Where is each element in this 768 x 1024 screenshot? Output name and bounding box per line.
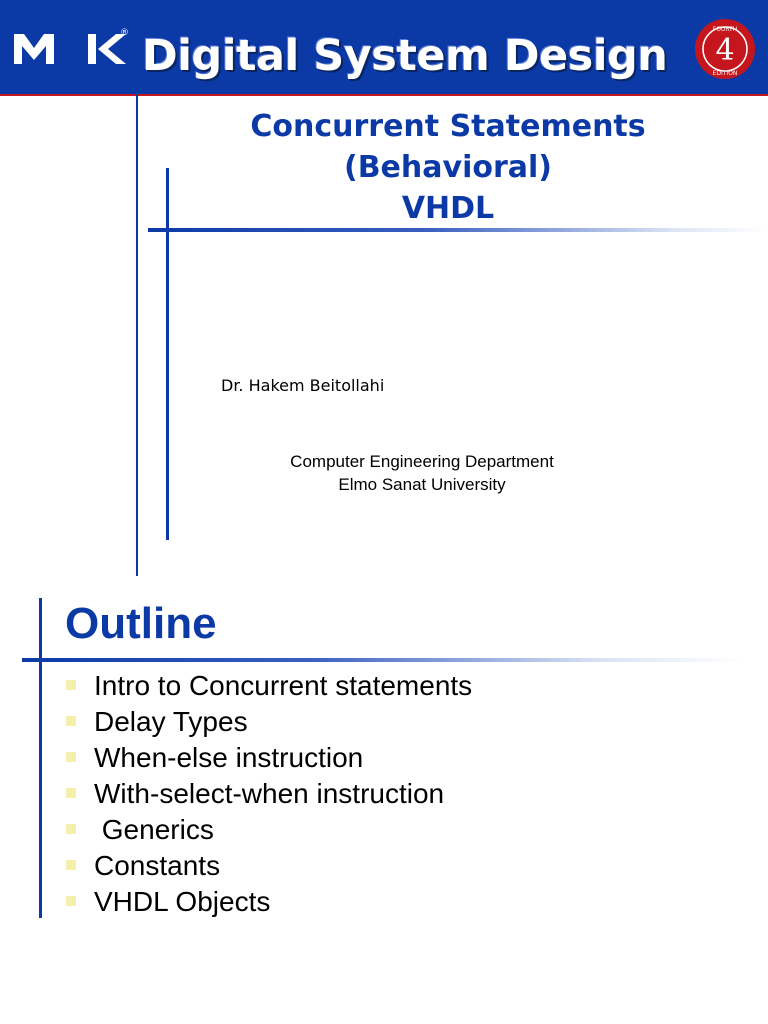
bullet-text: With-select-when instruction: [94, 778, 445, 809]
bullet-text: Delay Types: [94, 706, 248, 737]
outline-title: Outline: [65, 599, 217, 648]
university: Elmo Sanat University: [338, 475, 506, 494]
bullet-square-icon: [66, 788, 76, 798]
title-line-3: VHDL: [401, 191, 495, 226]
bullet-square-icon: [66, 716, 76, 726]
registered-mark: ®: [120, 28, 129, 38]
bullet-square-icon: [66, 752, 76, 762]
slide-title: [148, 106, 748, 229]
author-name: Dr. Hakem Beitollahi: [221, 376, 385, 395]
outline-title-underline: [22, 658, 742, 662]
department: Computer Engineering Department: [290, 452, 554, 471]
edition-bottom-text: EDITION: [712, 70, 738, 77]
bullet-text: When-else instruction: [94, 742, 364, 773]
bullet-square-icon: [66, 824, 76, 834]
affiliation: [222, 450, 622, 496]
title-line-1: Concurrent Statements: [250, 109, 646, 144]
bullet-text: Generics: [94, 814, 214, 845]
bullet-square-icon: [66, 860, 76, 870]
edition-top-text: FOURTH: [712, 26, 738, 33]
outline-vertical-rule: [39, 598, 42, 918]
mk-logo-icon: [12, 30, 132, 66]
bullet-square-icon: [66, 896, 76, 906]
bullet-square-icon: [66, 680, 76, 690]
book-title: Digital System Design: [142, 31, 668, 81]
header-banner: [0, 0, 768, 96]
edition-number: 4: [715, 33, 735, 68]
title-line-2: (Behavioral): [343, 150, 552, 185]
outline-slide: [0, 580, 768, 1024]
vertical-rule-main: [136, 40, 138, 576]
bullet-text: Intro to Concurrent statements: [94, 670, 473, 701]
bullet-text: Constants: [94, 850, 221, 881]
bullet-text: VHDL Objects: [94, 886, 271, 917]
fourth-edition-badge-icon: [694, 18, 756, 80]
